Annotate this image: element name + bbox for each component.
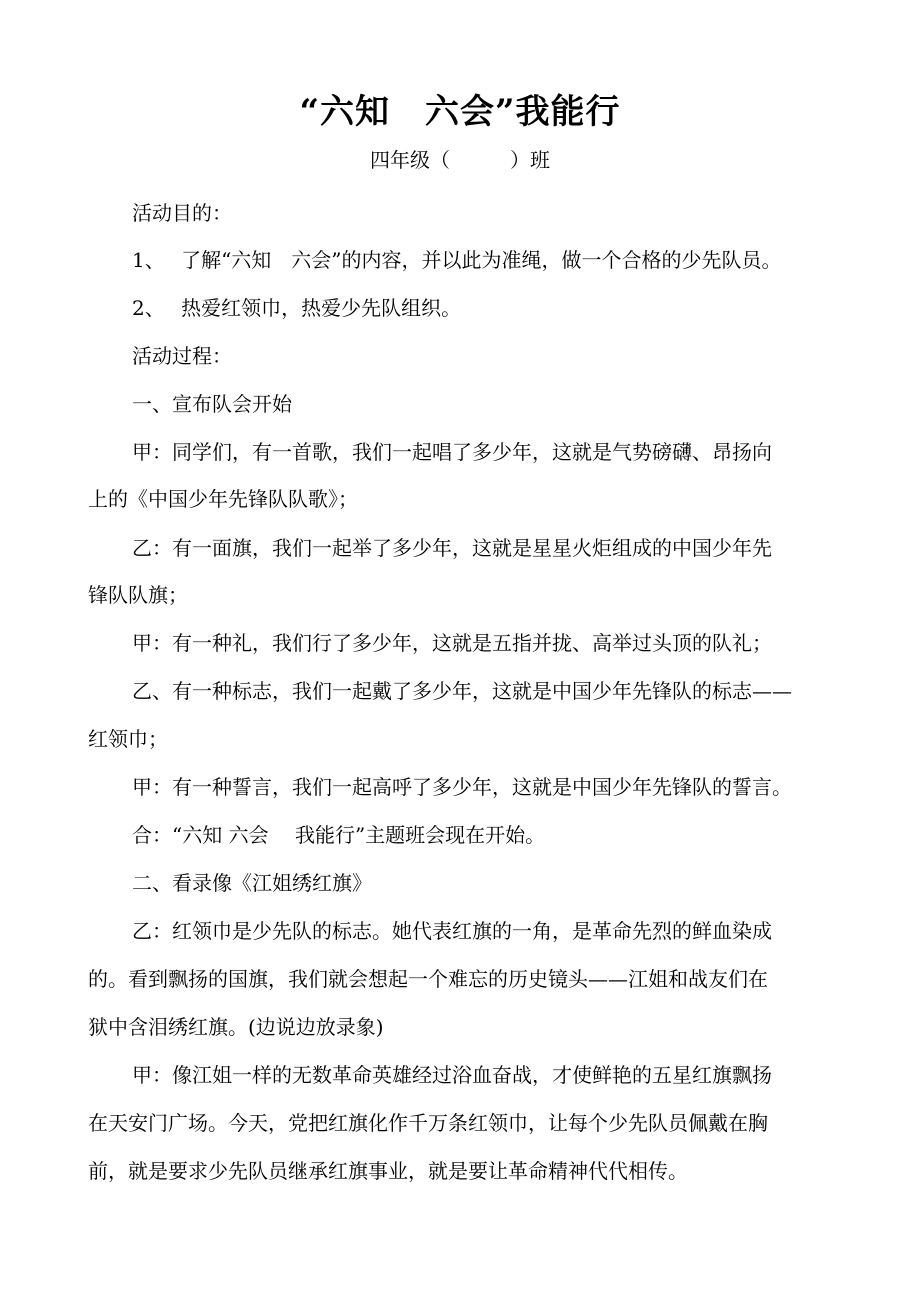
section-heading: 一、宣布队会开始 [132, 392, 292, 416]
paragraph-line: 活动目的： [132, 201, 232, 225]
paragraph-line: 上的《中国少年先锋队队歌》； [88, 487, 358, 511]
document-subtitle: 四年级（ ）班 [370, 148, 550, 172]
section-heading: 二、看录像《江姐绣红旗》 [132, 871, 372, 895]
paragraph-line: 活动过程： [132, 344, 232, 368]
paragraph-line: 乙：有一面旗，我们一起举了多少年，这就是星星火炬组成的中国少年先 [132, 536, 772, 560]
paragraph-line: 乙：红领巾是少先队的标志。她代表红旗的一角，是革命先烈的鲜血染成 [132, 919, 772, 943]
document-title: “六知 六会”我能行 [299, 92, 621, 132]
paragraph-line: 的。看到飘扬的国旗，我们就会想起一个难忘的历史镜头——江姐和战友们在 [88, 967, 768, 991]
paragraph-line: 红领巾； [88, 727, 168, 751]
paragraph-line: 乙、有一种标志，我们一起戴了多少年，这就是中国少年先锋队的标志—— [132, 679, 792, 703]
paragraph-line: 前，就是要求少先队员继承红旗事业，就是要让革命精神代代相传。 [88, 1159, 688, 1183]
paragraph-line: 狱中含泪绣红旗。(边说边放录象) [88, 1015, 384, 1039]
paragraph-line: 甲：像江姐一样的无数革命英雄经过浴血奋战，才使鲜艳的五星红旗飘扬 [132, 1063, 772, 1087]
paragraph-line: 1、 了解“六知 六会”的内容，并以此为准绳，做一个合格的少先队员。 [132, 248, 782, 272]
paragraph-line: 合：“六知 六会 我能行”主题班会现在开始。 [132, 823, 546, 847]
paragraph-line: 甲：有一种礼，我们行了多少年，这就是五指并拢、高举过头顶的队礼； [132, 631, 772, 655]
paragraph-line: 在天安门广场。今天，党把红旗化作千万条红领巾，让每个少先队员佩戴在胸 [88, 1111, 768, 1135]
paragraph-line: 甲：同学们，有一首歌，我们一起唱了多少年，这就是气势磅礴、昂扬向 [132, 440, 772, 464]
paragraph-line: 甲：有一种誓言，我们一起高呼了多少年，这就是中国少年先锋队的誓言。 [132, 775, 792, 799]
paragraph-line: 锋队队旗； [88, 583, 188, 607]
paragraph-line: 2、 热爱红领巾，热爱少先队组织。 [132, 296, 462, 320]
